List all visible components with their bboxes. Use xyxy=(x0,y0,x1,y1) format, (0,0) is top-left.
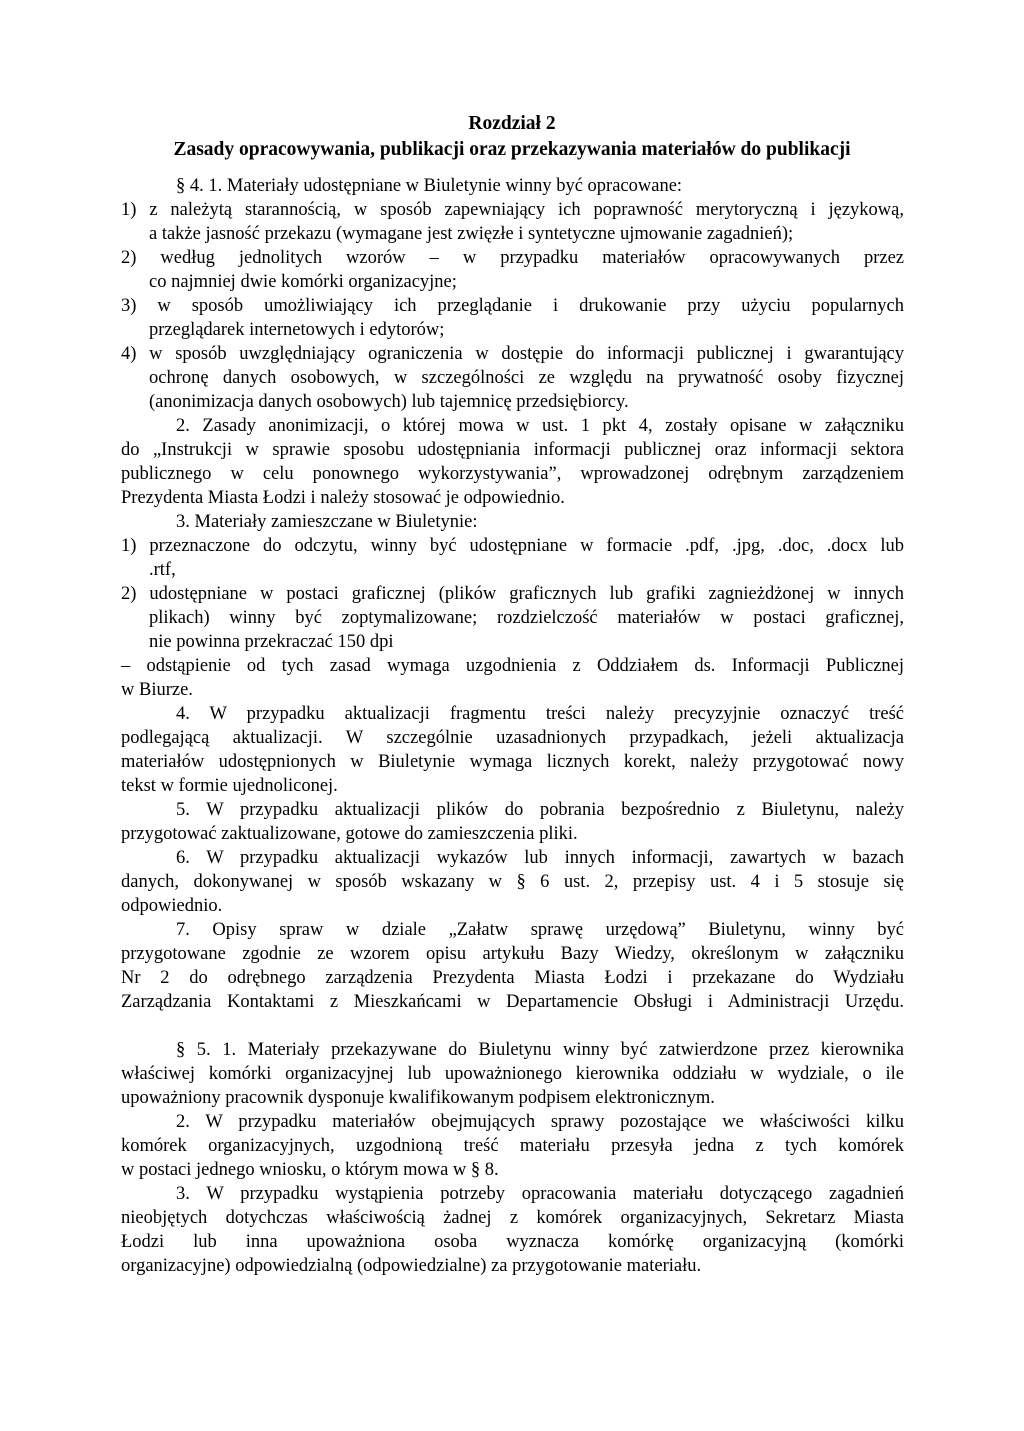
text-line: Zarządzania Kontaktami z Mieszkańcami w Departamencie Obsługi i Administracji Urzędu. xyxy=(121,992,904,1012)
text-line: nie powinna przekraczać 150 dpi xyxy=(149,632,394,652)
text-line: 1) z należytą starannością, w sposób zapewniający ich poprawność merytoryczną i językową, xyxy=(121,200,904,220)
text-line: publicznego w celu ponownego wykorzystywania”, wprowadzonej odrębnym zarządzeniem xyxy=(121,464,904,484)
text-line: 4. W przypadku aktualizacji fragmentu treści należy precyzyjnie oznaczyć treść xyxy=(176,704,904,724)
text-line: 2. Zasady anonimizacji, o której mowa w ust. 1 pkt 4, zostały opisane w załączniku xyxy=(176,416,904,436)
text-line: Prezydenta Miasta Łodzi i należy stosować je odpowiednio. xyxy=(121,488,565,508)
text-line: co najmniej dwie komórki organizacyjne; xyxy=(149,272,457,292)
text-line: 7. Opisy spraw w dziale „Załatw sprawę urzędową” Biuletynu, winny być xyxy=(176,920,904,940)
text-line: komórek organizacyjnych, uzgodnioną treść materiału przesyła jedna z tych komórek xyxy=(121,1136,904,1156)
text-line: § 4. 1. Materiały udostępniane w Biuletynie winny być opracowane: xyxy=(176,176,683,196)
text-line: przeglądarek internetowych i edytorów; xyxy=(149,320,445,340)
text-line: tekst w formie ujednoliconej. xyxy=(121,776,338,796)
text-line: 3. Materiały zamieszczane w Biuletynie: xyxy=(176,512,478,532)
text-line: (anonimizacja danych osobowych) lub tajemnicę przedsiębiorcy. xyxy=(149,392,629,412)
text-line: 6. W przypadku aktualizacji wykazów lub innych informacji, zawartych w bazach xyxy=(176,848,904,868)
text-line: Nr 2 do odrębnego zarządzenia Prezydenta Miasta Łodzi i przekazane do Wydziału xyxy=(121,968,904,988)
text-line: 3. W przypadku wystąpienia potrzeby opracowania materiału dotyczącego zagadnień xyxy=(176,1184,904,1204)
text-line: danych, dokonywanej w sposób wskazany w § 6 ust. 2, przepisy ust. 4 i 5 stosuje się xyxy=(121,872,904,892)
chapter-title: Rozdział 2 xyxy=(468,113,556,134)
text-line: podlegającą aktualizacji. W szczególnie uzasadnionych przypadkach, jeżeli aktualizacja xyxy=(121,728,904,748)
text-line: w postaci jednego wniosku, o którym mowa w § 8. xyxy=(121,1160,499,1180)
text-line: a także jasność przekazu (wymagane jest zwięzłe i syntetyczne ujmowanie zagadnień); xyxy=(149,224,794,244)
text-line: materiałów udostępnionych w Biuletynie wymaga licznych korekt, należy przygotować nowy xyxy=(121,752,904,772)
text-line: plikach) winny być zoptymalizowane; rozdzielczość materiałów w postaci graficznej, xyxy=(149,608,904,628)
text-line: 2. W przypadku materiałów obejmujących sprawy pozostające we właściwości kilku xyxy=(176,1112,904,1132)
chapter-subtitle: Zasady opracowywania, publikacji oraz przekazywania materiałów do publikacji xyxy=(173,139,851,160)
text-line: w Biurze. xyxy=(121,680,193,700)
text-line: – odstąpienie od tych zasad wymaga uzgodnienia z Oddziałem ds. Informacji Publicznej xyxy=(121,656,904,676)
text-line: § 5. 1. Materiały przekazywane do Biuletynu winny być zatwierdzone przez kierownika xyxy=(176,1040,904,1060)
text-line: 2) według jednolitych wzorów – w przypadku materiałów opracowywanych przez xyxy=(121,248,904,268)
text-line: właściwej komórki organizacyjnej lub upoważnionego kierownika oddziału w wydziale, o ile xyxy=(121,1064,904,1084)
text-line: przygotowane zgodnie ze wzorem opisu artykułu Bazy Wiedzy, określonym w załączniku xyxy=(121,944,904,964)
text-line: odpowiednio. xyxy=(121,896,223,916)
text-line: ochronę danych osobowych, w szczególności ze względu na prywatność osoby fizycznej xyxy=(149,368,904,388)
text-line: 5. W przypadku aktualizacji plików do pobrania bezpośrednio z Biuletynu, należy xyxy=(176,800,904,820)
text-line: 1) przeznaczone do odczytu, winny być udostępniane w formacie .pdf, .jpg, .doc, .docx lub xyxy=(121,536,904,556)
text-line: organizacyjne) odpowiedzialną (odpowiedzialne) za przygotowanie materiału. xyxy=(121,1256,702,1276)
text-line: do „Instrukcji w sprawie sposobu udostępniania informacji publicznej oraz informacji sektora xyxy=(121,440,904,460)
text-line: nieobjętych dotychczas właściwością żadnej z komórek organizacyjnych, Sekretarz Miasta xyxy=(121,1208,904,1228)
text-line: upoważniony pracownik dysponuje kwalifikowanym podpisem elektronicznym. xyxy=(121,1088,715,1108)
text-line: przygotować zaktualizowane, gotowe do zamieszczenia pliki. xyxy=(121,824,578,844)
text-line: 2) udostępniane w postaci graficznej (plików graficznych lub grafiki zagnieżdżonej w innych xyxy=(121,584,904,604)
text-line: 4) w sposób uwzględniający ograniczenia w dostępie do informacji publicznej i gwarantujący xyxy=(121,344,904,364)
text-line: 3) w sposób umożliwiający ich przeglądanie i drukowanie przy użyciu popularnych xyxy=(121,296,904,316)
text-line: Łodzi lub inna upoważniona osoba wyznacza komórkę organizacyjną (komórki xyxy=(121,1232,904,1252)
text-line: .rtf, xyxy=(149,560,176,580)
